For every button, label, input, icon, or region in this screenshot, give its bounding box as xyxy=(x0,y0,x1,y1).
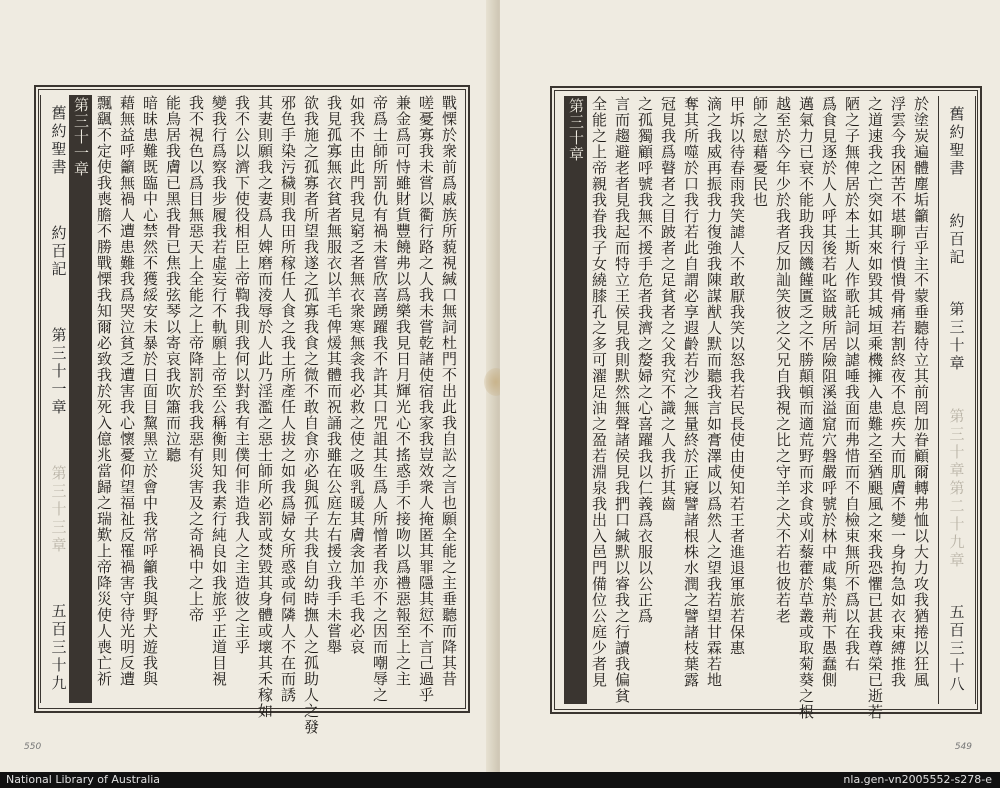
ghost-chapter-heading: 第三十三章 xyxy=(49,465,68,555)
right-margin-header xyxy=(938,96,976,704)
text-column: 其妻則願我之妻爲人婢磨而淩辱於人此乃淫濫之惡士師所必罰或焚毀其身體或壞其禾稼如 xyxy=(256,95,274,719)
text-column: 嗟憂寡我未嘗以衢行路之人我未嘗乾諸使宿我家我豈效衆人掩匿其罪隱其愆不言己過乎 xyxy=(417,95,435,703)
text-column: 藉無益呼籲無禍人遭患難我爲哭泣貧乏遭害我心懷憂仰望福祉反罹禍害守待光明反遭 xyxy=(118,95,136,687)
chapter-heading: 第三十章 xyxy=(947,301,966,373)
text-column: 陋之子無俾居於本土斯人作歌託詞以謔唾我面而弗惜而不自檢束無所不爲以在我右 xyxy=(843,96,861,672)
text-column: 變我行爲察我步履我若虛妄行不軌願上帝至公稱衡則知我素行純良如我旅乎正道目視 xyxy=(210,95,228,687)
pencil-page-number: 550 xyxy=(24,742,42,752)
text-column: 戰慄於衆前爲戚族所藐視緘口無詞杜門不出此我自訟之言也願全能之主垂聽而降其昔 xyxy=(440,95,458,687)
text-column: 之孤獨顧呼號我無不援手危者我濟之嫠婦之心喜躍我以仁義爲衣服以公正爲 xyxy=(636,96,654,624)
text-column: 飄颻不定使我喪膽不勝戰慄我知爾必致我於死入億兆當歸之瑞歎上帝降災使人喪亡祈 xyxy=(95,95,113,687)
text-column: 言而趨避老者見我起而特立王侯見我則默然無聲諸侯見我捫口緘默以睿我之行讀我偏貧 xyxy=(613,96,631,704)
left-page-frame xyxy=(34,85,470,735)
text-column: 冠見我爲瞽者之目跛者之足貧者之父我究不識之人我折其齒 xyxy=(659,96,677,512)
text-column: 全能之上帝親我眷我子女繞膝孔之多可濯足油之盈若淵泉我出入邑門備位公庭少者見 xyxy=(590,96,608,688)
text-column: 我不視色以爲目無惡天上全能之上帝降罰於我我惡有災害及之奇禍中之上帝 xyxy=(187,95,205,623)
footer-bar xyxy=(0,772,1000,788)
text-column: 奪其所噬於口我行若此自謂必享遐齡若沙之無量終於正寢譬諸根株水潤之譬諸枝葉露 xyxy=(682,96,700,688)
text-column: 帝爲士師所罰仇有禍未嘗欣喜踴躍我不許其口咒詛其生爲人所憎者我亦不之因而嘲辱之 xyxy=(371,95,389,703)
ghost-chapter-heading: 第三十章第二十九章 xyxy=(947,407,966,570)
book-name: 約百記 xyxy=(49,225,68,279)
text-column: 我不公以濟下使役相臣上帝鞫我則我何以對我有主僕何非造我人之主造彼之主乎 xyxy=(233,95,251,655)
left-page xyxy=(0,0,496,772)
text-column: 越至於今年少於我者反加訕笑彼之父兄自我視之比之守羊之犬不若也彼若老 xyxy=(774,96,792,624)
text-column: 能鳥居我膚已黑我骨已焦我弦琴以寄哀我吹簫而泣聽 xyxy=(164,95,182,463)
right-page xyxy=(500,0,1000,772)
chapter-heading: 第三十一章 xyxy=(49,327,68,417)
text-column: 我見孤寡無衣貧者無服衣以羊毛俾煖其體而祝誦我雖在公庭左右援立我手未嘗舉 xyxy=(325,95,343,655)
folio-number: 五百三十九 xyxy=(49,603,68,693)
text-column: 之道速我之亡突如其來如毀其城垣乘機擁入患難之至猶颶風之來我恐懼已甚我尊榮已逝若 xyxy=(866,96,884,720)
running-title: 舊約聖書 xyxy=(947,106,966,178)
text-column: 兼金爲可恃雖財貨豐饒弗以爲樂我見日月輝光心不搖惑手不接吻以爲禮惡報至上之主 xyxy=(394,95,412,687)
right-text-block xyxy=(560,96,932,720)
folio-number: 五百三十八 xyxy=(947,604,966,694)
chapter-label-block: 第三十章 xyxy=(564,96,587,704)
right-page-frame xyxy=(550,86,982,720)
left-margin-header xyxy=(40,95,78,703)
chapter-label-block: 第三十一章 xyxy=(69,95,92,703)
text-column: 甲坼以待春雨我笑謔人不敢厭我笑以怒我若民長使由使知若王者進退軍旅若保惠 xyxy=(728,96,746,656)
text-column: 滴之我威再振我力復強我陳謀猷人默而聽我言如膏澤咸以爲然人之望我若望甘霖若地 xyxy=(705,96,723,688)
text-column: 如我不由此門我見窮乏者無衣衆寒無衾我必救之使之吸乳暖其膚衾加羊毛我必哀 xyxy=(348,95,366,655)
text-column: 邪色手染污穢則我田所稼任人食之我土所產任人拔之如我爲婦女所惑或伺隣人不在而誘 xyxy=(279,95,297,703)
running-title: 舊約聖書 xyxy=(49,105,68,177)
text-column: 師之慰藉憂民也 xyxy=(751,96,769,208)
pencil-page-number: 549 xyxy=(954,742,972,752)
text-column: 爲食見逐於人人呼其後若叱盜賊所居險阻溪溢窟穴磐嚴呼號於林中咸集於荊下愚蠢側 xyxy=(820,96,838,688)
text-column: 欲我施之孤寡者所望我遂之孤寡我食之微不敢自食亦必與孤子共我自幼時撫人之孤助人之發 xyxy=(302,95,320,735)
text-column: 於塗炭遍體塵垢籲吉乎主不蒙垂聽待立其前罔加眷顧爾轉弗恤以大力攻我猶捲以狂風 xyxy=(912,96,930,688)
book-name: 約百記 xyxy=(947,212,966,267)
text-column: 暗昧患難既臨中心禁然不獲綏安未暴於日面目黧黑立於會中我常呼籲我與野犬遊我與 xyxy=(141,95,159,687)
text-column: 邁氣力已衰不能助我因饑饉匱乏之不勝顛頓而適荒野而求食或刈藜藿於草叢或取菊葵之根 xyxy=(797,96,815,720)
text-column: 浮雲今我困苦不堪聊行憒憒骨痛若割終夜不息疾大而肌膚不變一身拘急如衣束縛推我 xyxy=(889,96,907,688)
footer-credit: National Library of Australia xyxy=(6,773,161,786)
left-text-block xyxy=(72,95,460,735)
footer-identifier: nla.gen-vn2005552-s278-e xyxy=(843,773,992,786)
